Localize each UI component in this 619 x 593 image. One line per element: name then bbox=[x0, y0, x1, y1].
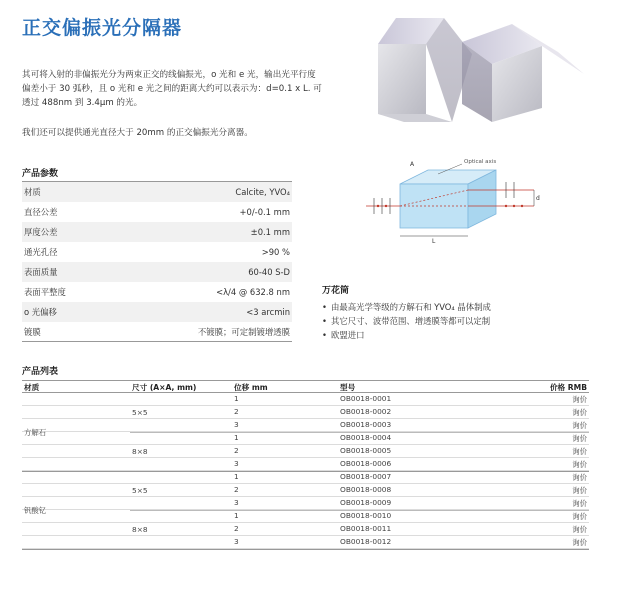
page-title: 正交偏振光分隔器 bbox=[22, 17, 183, 39]
product-list-title: 产品列表 bbox=[22, 367, 59, 377]
table-header: 材质 尺寸 (A×A, mm) 位移 mm 型号 价格 RMB bbox=[22, 380, 589, 393]
table-row: 1 OB0018-0001 询价 bbox=[22, 393, 589, 406]
table-row: 1 OB0018-0010 询价 bbox=[22, 510, 589, 523]
spec-row: 直径公差 +0/-0.1 mm bbox=[24, 207, 290, 217]
brand-feature-item: • 欧盟进口 bbox=[322, 328, 491, 342]
brand-feature-item: • 由最高光学等级的方解石和 YVO₄ 晶体制成 bbox=[322, 300, 491, 314]
table-row: 2 OB0018-0005 询价 bbox=[22, 445, 589, 458]
product-table bbox=[22, 380, 589, 549]
table-row: 1 OB0018-0007 询价 bbox=[22, 471, 589, 484]
table-row: 3 OB0018-0009 询价 bbox=[22, 497, 589, 510]
spec-row: 表面平整度 <λ/4 @ 632.8 nm bbox=[24, 287, 290, 297]
material-label: 方解石 bbox=[24, 428, 47, 437]
brand-feature-item: • 其它尺寸、波带范围、增透膜等都可以定制 bbox=[322, 314, 491, 328]
spec-row: 表面质量 60-40 S-D bbox=[22, 262, 292, 282]
spec-row: 镀膜 不镀膜；可定制镀增透膜 bbox=[22, 322, 292, 342]
beam-splitting-diagram bbox=[366, 152, 544, 244]
prism-product-image bbox=[372, 14, 590, 126]
specs-table bbox=[22, 182, 292, 342]
size-label: 5×5 bbox=[132, 486, 148, 495]
product-description-extra: 我们还可以提供通光直径大于 20mm 的正交偏振光分离器。 bbox=[22, 128, 253, 138]
spec-row: 材质 Calcite, YVO₄ bbox=[22, 182, 292, 202]
product-description: 其可将入射的非偏振光分为两束正交的线偏振光，o 光和 e 光，输出光平行度偏差小于 30 弧秒，且 o 光和 e 光之间的距离大约可以表示为：d=0.1 x L. 可透过 488nm 到 3.4μm 的光。 bbox=[22, 70, 322, 108]
diagram-a-label: A bbox=[410, 161, 415, 168]
diagram-d-label: d bbox=[536, 195, 540, 202]
size-label: 5×5 bbox=[132, 408, 148, 417]
specs-title: 产品参数 bbox=[22, 169, 59, 179]
material-label: 钒酸钇 bbox=[24, 506, 47, 515]
table-row: 2 OB0018-0008 询价 bbox=[22, 484, 589, 497]
table-row: 2 OB0018-0002 询价 bbox=[22, 406, 589, 419]
table-row: 2 OB0018-0011 询价 bbox=[22, 523, 589, 536]
table-row: 1 OB0018-0004 询价 bbox=[22, 432, 589, 445]
table-row: 3 OB0018-0006 询价 bbox=[22, 458, 589, 471]
brand-title: 万花筒 bbox=[322, 286, 350, 296]
size-label: 8×8 bbox=[132, 447, 148, 456]
spec-row: o 光偏移 <3 arcmin bbox=[22, 302, 292, 322]
table-row: 3 OB0018-0003 询价 bbox=[22, 419, 589, 432]
size-label: 8×8 bbox=[132, 525, 148, 534]
table-row: 3 OB0018-0012 询价 bbox=[22, 536, 589, 549]
spec-row: 厚度公差 ±0.1 mm bbox=[22, 222, 292, 242]
spec-row: 通光孔径 >90 % bbox=[24, 247, 290, 257]
brand-section bbox=[322, 283, 491, 342]
optical-axis-label: Optical axis bbox=[464, 159, 497, 165]
diagram-l-label: L bbox=[432, 238, 436, 244]
